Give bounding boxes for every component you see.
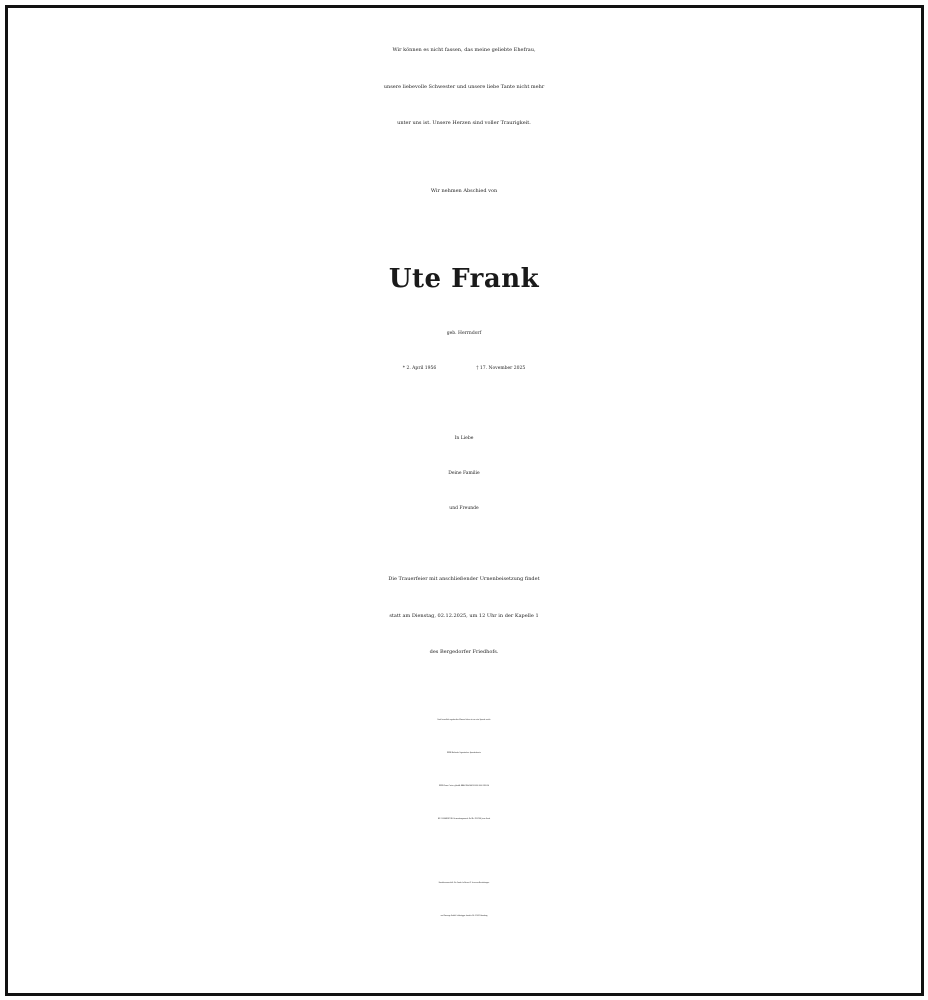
- signoff-line-2: Deine Familie: [448, 471, 480, 476]
- farewell-text: Wir nehmen Abschied von: [430, 188, 498, 194]
- condolence-line-2: und Vorsorge GmbH, Lohbrügger Landstr. 36, 21031 Hamburg: [440, 916, 488, 917]
- birth-date: * 2. April 1956: [402, 366, 437, 371]
- maiden-name: geb. Herrndorf: [446, 331, 482, 336]
- intro-line-3: unter uns ist. Unsere Herzen sind voller Traurigkeit.: [397, 120, 531, 126]
- signoff-line-3: und Freunde: [449, 506, 479, 511]
- donation-iban: DKMS Donor Center gGmbH, IBAN: DE64 6415 0020 0000 2555 56: [438, 786, 490, 787]
- donation-line-2: DKMS Blutkrebs Organisation, Spendenkonto:: [446, 753, 482, 754]
- intro-line-1: Wir können es nicht fassen, das meine geliebte Ehefrau,: [392, 47, 536, 53]
- service-line-1: Die Trauerfeier mit anschließender Urnenbeisetzung findet: [388, 576, 540, 582]
- service-line-2: statt am Dienstag, 02.12.2025, um 12 Uhr in der Kapelle 1: [389, 613, 539, 619]
- condolence-line-1: Kondolenzanschrift: Ute Frank c/o Bennet P. Leverenz Bestattungen: [438, 883, 490, 884]
- signoff-line-1: In Liebe: [454, 436, 474, 441]
- service-line-3: des Bergedorfer Friedhofs.: [429, 649, 499, 655]
- intro-line-2: unsere liebevolle Schwester und unsere liebe Tante nicht mehr: [383, 84, 545, 90]
- donation-line-1: Statt freundlich zugedachter Blumen bitten wir um eine Spende an die: [437, 720, 491, 721]
- death-date: † 17. November 2025: [476, 366, 526, 371]
- notice-border: [5, 5, 924, 996]
- deceased-name: Ute Frank: [388, 264, 540, 294]
- life-dates: [0, 367, 928, 372]
- donation-bic: BIC: SOLADES1TUB, Verwendungszweck: Ref Nr. 2517265 Jesse Frank: [437, 819, 491, 820]
